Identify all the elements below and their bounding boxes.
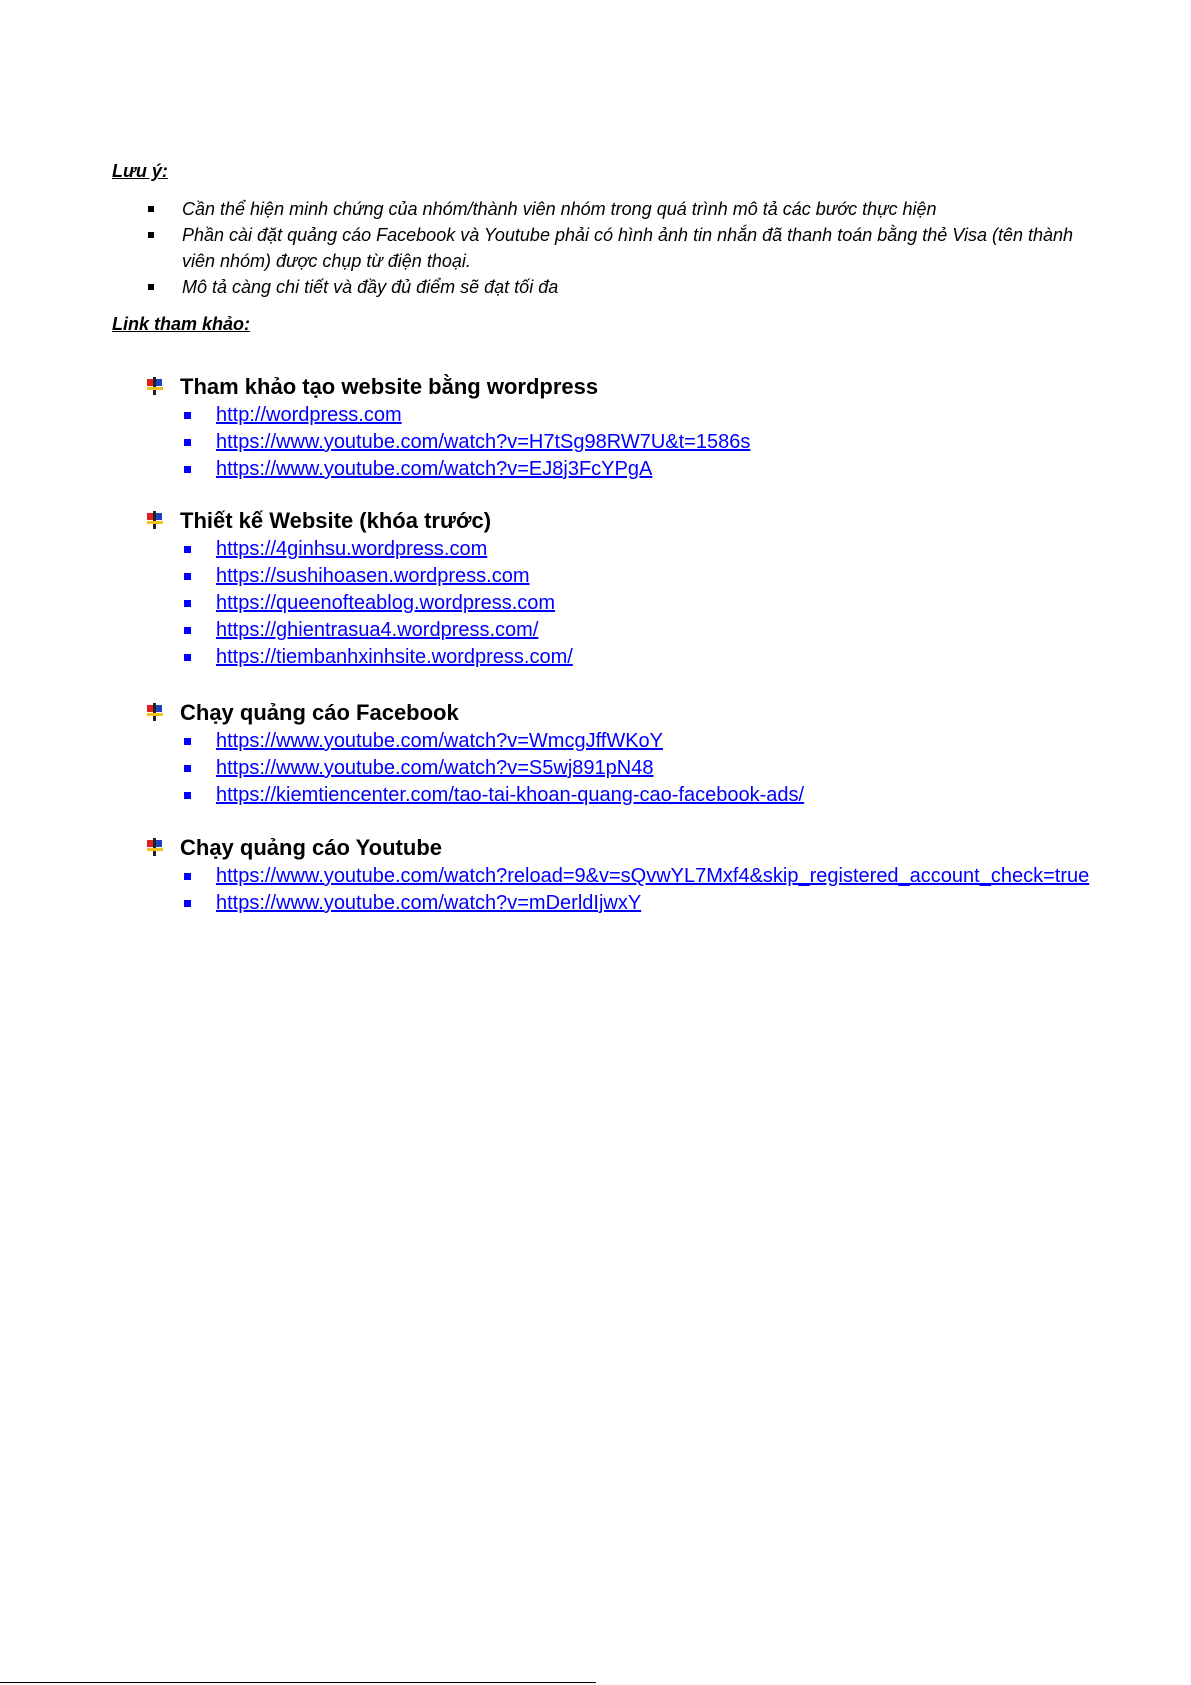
list-item bbox=[146, 590, 1116, 617]
reference-group-websites bbox=[146, 506, 1116, 671]
reference-group-youtube-ads bbox=[146, 833, 1116, 917]
square-bullet-icon bbox=[184, 466, 191, 473]
group-title: Tham khảo tạo website bằng wordpress bbox=[180, 374, 599, 399]
link-list bbox=[146, 536, 1116, 671]
list-item bbox=[146, 536, 1116, 563]
square-bullet-icon bbox=[148, 232, 154, 238]
square-bullet-icon bbox=[184, 900, 191, 907]
flag-bullet-icon bbox=[146, 838, 164, 858]
flag-bullet-icon bbox=[146, 377, 164, 397]
square-bullet-icon bbox=[184, 439, 191, 446]
square-bullet-icon bbox=[184, 573, 191, 580]
reference-link[interactable]: https://tiembanhxinhsite.wordpress.com/ bbox=[216, 646, 573, 668]
reference-link[interactable]: http://wordpress.com bbox=[216, 404, 402, 426]
reference-link[interactable]: https://www.youtube.com/watch?v=H7tSg98RW7U&t=1586s bbox=[216, 431, 751, 453]
reference-group-wordpress bbox=[146, 372, 1116, 483]
note-label: Lưu ý: bbox=[112, 161, 168, 181]
note-list bbox=[148, 196, 1108, 300]
list-item bbox=[146, 456, 1116, 483]
reference-link[interactable]: https://4ginhsu.wordpress.com bbox=[216, 538, 488, 560]
list-item bbox=[146, 755, 1116, 782]
group-title: Chạy quảng cáo Facebook bbox=[180, 700, 459, 725]
note-item: Phần cài đặt quảng cáo Facebook và Youtube phải có hình ảnh tin nhắn đã thanh toán bằng thẻ Visa (tên thành viên nhóm) được chụp từ điện thoại. bbox=[148, 222, 1108, 274]
reference-link[interactable]: https://www.youtube.com/watch?v=EJ8j3FcYPgA bbox=[216, 458, 653, 480]
reference-link[interactable]: https://sushihoasen.wordpress.com bbox=[216, 565, 530, 587]
list-item bbox=[146, 644, 1116, 671]
reference-group-facebook-ads bbox=[146, 698, 1116, 809]
reference-link[interactable]: https://www.youtube.com/watch?v=S5wj891pN48 bbox=[216, 757, 654, 779]
footnote-divider bbox=[0, 1682, 596, 1683]
link-list bbox=[146, 402, 1116, 483]
reference-link[interactable]: https://www.youtube.com/watch?reload=9&v=sQvwYL7Mxf4&skip_registered_account_check=true bbox=[216, 865, 1090, 887]
note-item: Mô tả càng chi tiết và đầy đủ điểm sẽ đạt tối đa bbox=[148, 274, 1108, 300]
group-title: Chạy quảng cáo Youtube bbox=[180, 835, 442, 860]
square-bullet-icon bbox=[184, 412, 191, 419]
list-item bbox=[146, 429, 1116, 456]
square-bullet-icon bbox=[184, 765, 191, 772]
reference-label: Link tham khảo: bbox=[112, 314, 251, 334]
square-bullet-icon bbox=[184, 873, 191, 880]
list-item bbox=[146, 402, 1116, 429]
square-bullet-icon bbox=[184, 546, 191, 553]
link-list bbox=[146, 863, 1116, 917]
square-bullet-icon bbox=[184, 738, 191, 745]
reference-link[interactable]: https://queenofteablog.wordpress.com bbox=[216, 592, 556, 614]
flag-bullet-icon bbox=[146, 703, 164, 723]
group-title: Thiết kế Website (khóa trước) bbox=[180, 508, 492, 533]
reference-link[interactable]: https://kiemtiencenter.com/tao-tai-khoan-quang-cao-facebook-ads/ bbox=[216, 784, 805, 806]
square-bullet-icon bbox=[184, 600, 191, 607]
square-bullet-icon bbox=[184, 627, 191, 634]
list-item bbox=[146, 782, 1116, 809]
link-list bbox=[146, 728, 1116, 809]
list-item bbox=[146, 890, 1116, 917]
square-bullet-icon bbox=[184, 654, 191, 661]
square-bullet-icon bbox=[148, 284, 154, 290]
list-item bbox=[146, 563, 1116, 590]
square-bullet-icon bbox=[184, 792, 191, 799]
square-bullet-icon bbox=[148, 206, 154, 212]
list-item bbox=[146, 617, 1116, 644]
reference-link[interactable]: https://www.youtube.com/watch?v=WmcgJffWKoY bbox=[216, 730, 664, 752]
list-item bbox=[146, 728, 1116, 755]
list-item bbox=[146, 863, 1116, 890]
note-item: Cần thể hiện minh chứng của nhóm/thành viên nhóm trong quá trình mô tả các bước thực hiện bbox=[148, 196, 1108, 222]
reference-link[interactable]: https://www.youtube.com/watch?v=mDerldIjwxY bbox=[216, 892, 642, 914]
flag-bullet-icon bbox=[146, 511, 164, 531]
reference-link[interactable]: https://ghientrasua4.wordpress.com/ bbox=[216, 619, 539, 641]
